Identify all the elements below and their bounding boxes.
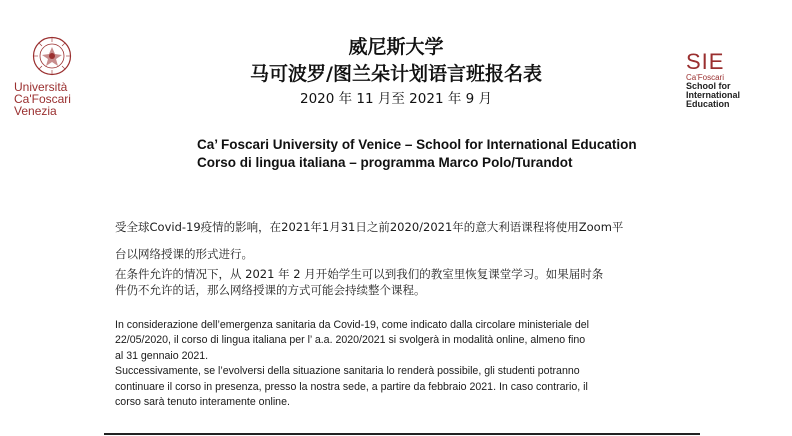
sie-subtext: Ca'Foscari <box>686 73 724 82</box>
chinese-notice-line: 台以网络授课的形式进行。 <box>115 247 253 261</box>
chinese-notice-line: 在条件允许的情况下，从 2021 年 2 月开始学生可以到我们的教室里恢复课堂学习。如果届时条 <box>115 267 604 281</box>
italian-notice-line: continuare il corso in presenza, presso la nostra sede, a partire da febbraio 2021. In caso contrario, il <box>115 380 588 393</box>
course-subtitle-italian: Corso di lingua italiana – programma Marco Polo/Turandot <box>197 155 573 170</box>
date-range: 2020 年 11 月至 2021 年 9 月 <box>299 91 493 107</box>
italian-notice-line: corso sarà tenuto interamente online. <box>115 396 290 409</box>
sie-school-line: School for <box>686 81 731 91</box>
italian-notice-line: 22/05/2020, il corso di lingua italiana per l’ a.a. 2020/2021 si svolgerà in modalità online, almeno fino <box>115 334 586 347</box>
chinese-notice-line: 受全球Covid-19疫情的影响，在2021年1月31日之前2020/2021年的意大利语课程将使用Zoom平 <box>115 220 624 234</box>
chinese-notice-paragraph-1 <box>115 214 685 268</box>
chinese-notice-line: 件仍不允许的话，那么网络授课的方式可能会持续整个课程。 <box>115 283 426 297</box>
italian-notice-line: al 31 gennaio 2021. <box>115 349 209 362</box>
university-name-line: Università <box>14 80 68 94</box>
sie-school-line: International <box>686 90 741 100</box>
course-subtitle-english: Ca’ Foscari University of Venice – School for International Education <box>197 137 637 152</box>
sie-mark-icon: SIE <box>686 49 725 74</box>
page-title: 威尼斯大学 <box>348 36 444 58</box>
sie-school-line: Education <box>686 99 730 109</box>
course-subtitle <box>197 136 637 172</box>
university-name-line: Venezia <box>14 104 57 118</box>
italian-notice <box>115 318 685 410</box>
form-table-border <box>104 433 700 435</box>
sie-logo <box>686 49 786 109</box>
italian-notice-line: Successivamente, se l’evolversi della situazione sanitaria lo renderà possibile, gli studenti potranno <box>115 365 580 378</box>
university-name-line: Ca'Foscari <box>14 92 71 106</box>
chinese-notice-paragraph-2 <box>115 266 685 298</box>
italian-notice-line: In considerazione dell’emergenza sanitaria da Covid-19, come indicato dalla circolare ministeriale del <box>115 319 590 331</box>
page-subtitle: 马可波罗/图兰朵计划语言班报名表 <box>250 63 542 85</box>
document-header <box>0 34 792 110</box>
